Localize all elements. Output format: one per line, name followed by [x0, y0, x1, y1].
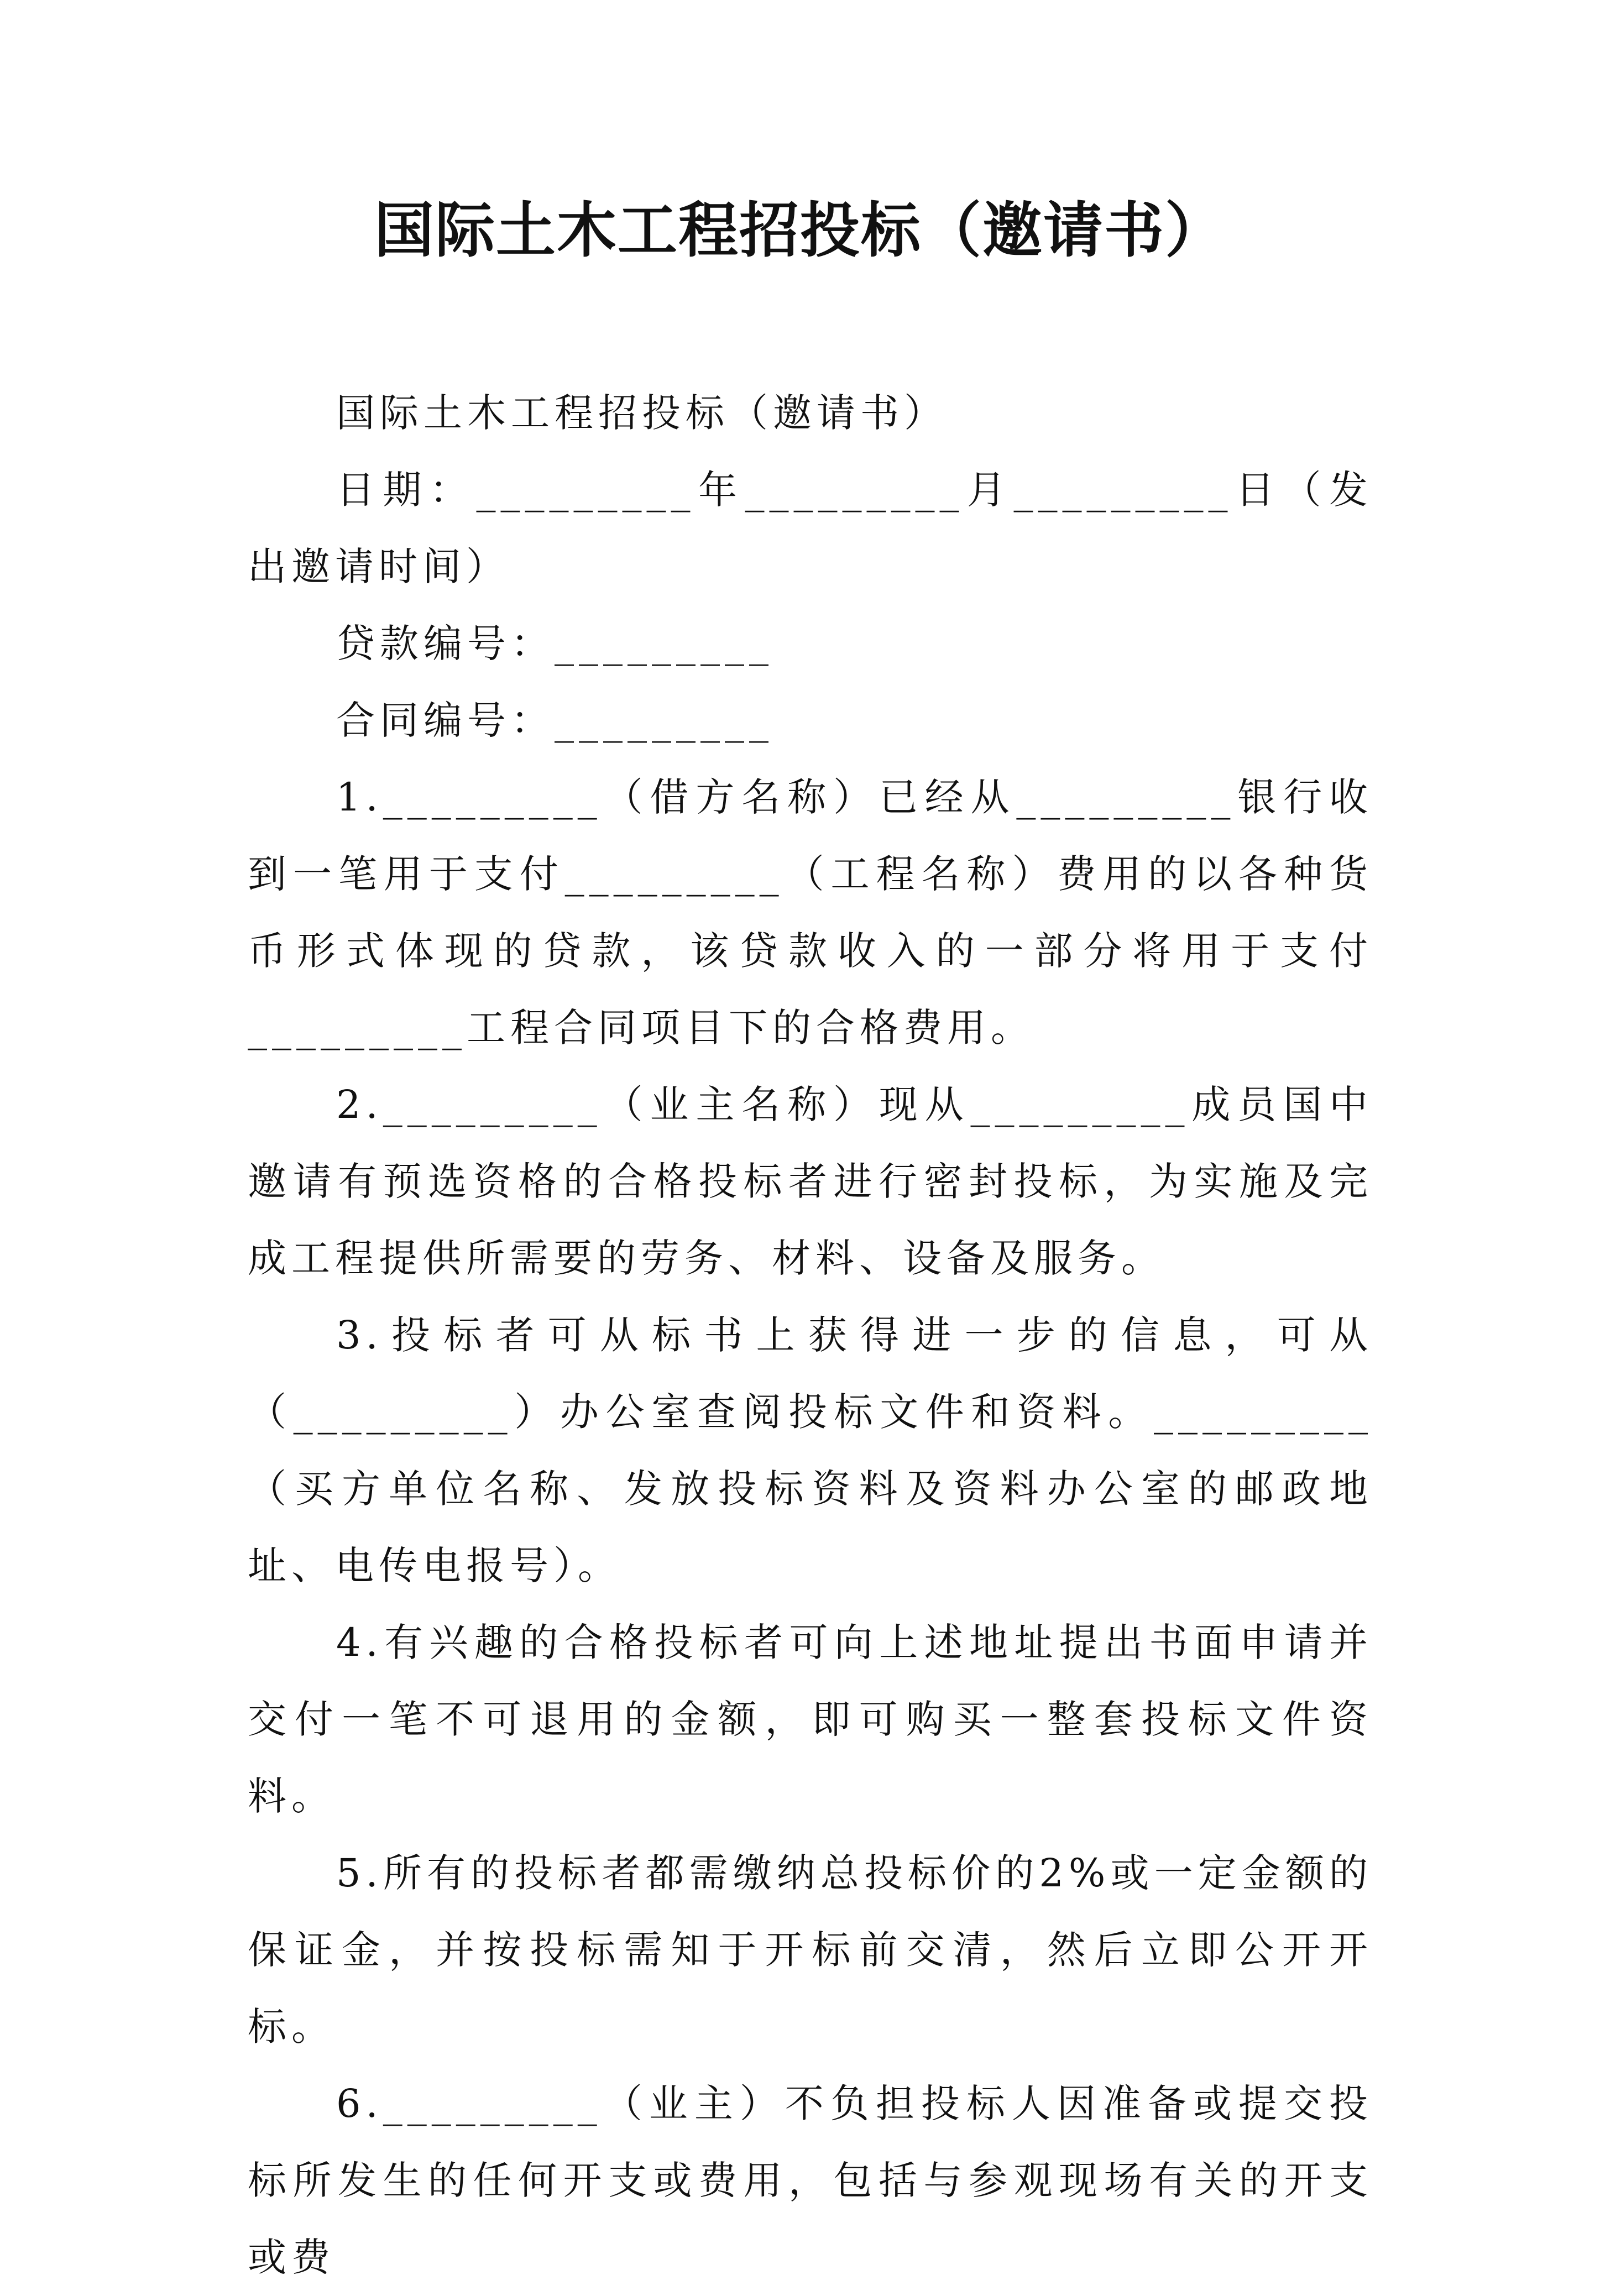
paragraph-item-4: 4.有兴趣的合格投标者可向上述地址提出书面申请并交付一笔不可退用的金额，即可购买一整套投标文件资料。	[248, 1620, 1373, 1819]
paragraph-item-6: 6._________（业主）不负担投标人因准备或提交投标所发生的任何开支或费用，包括与参观现场有关的开支或费	[248, 2081, 1373, 2280]
paragraph-item-1: 1._________（借方名称）已经从_________银行收到一笔用于支付_________（工程名称）费用的以各种货币形式体现的贷款，该贷款收入的一部分将用于支付_________工程合同项目下的合格费用。	[248, 775, 1373, 1050]
paragraph-contract-number: 合同编号：_________	[336, 698, 773, 743]
paragraph-item-3: 3.投标者可从标书上获得进一步的信息，可从（_________）办公室查阅投标文件和资料。_________（买方单位名称、发放投标资料及资料办公室的邮政地址、电传电报号）。	[248, 1312, 1373, 1588]
document-body	[248, 375, 1373, 2296]
paragraph-item-5: 5.所有的投标者都需缴纳总投标价的2%或一定金额的保证金，并按投标需知于开标前交清，然后立即公开开标。	[248, 1850, 1373, 2049]
paragraph-loan-number: 贷款编号：_________	[336, 621, 773, 666]
paragraph-heading: 国际土木工程招投标（邀请书）	[336, 390, 948, 436]
paragraph-date: 日期：_________年_________月_________日（发出邀请时间）	[248, 467, 1373, 589]
document-title: 国际土木工程招投标（邀请书）	[374, 196, 1226, 265]
paragraph-item-2: 2._________（业主名称）现从_________成员国中邀请有预选资格的合格投标者进行密封投标，为实施及完成工程提供所需要的劳务、材料、设备及服务。	[248, 1082, 1373, 1281]
